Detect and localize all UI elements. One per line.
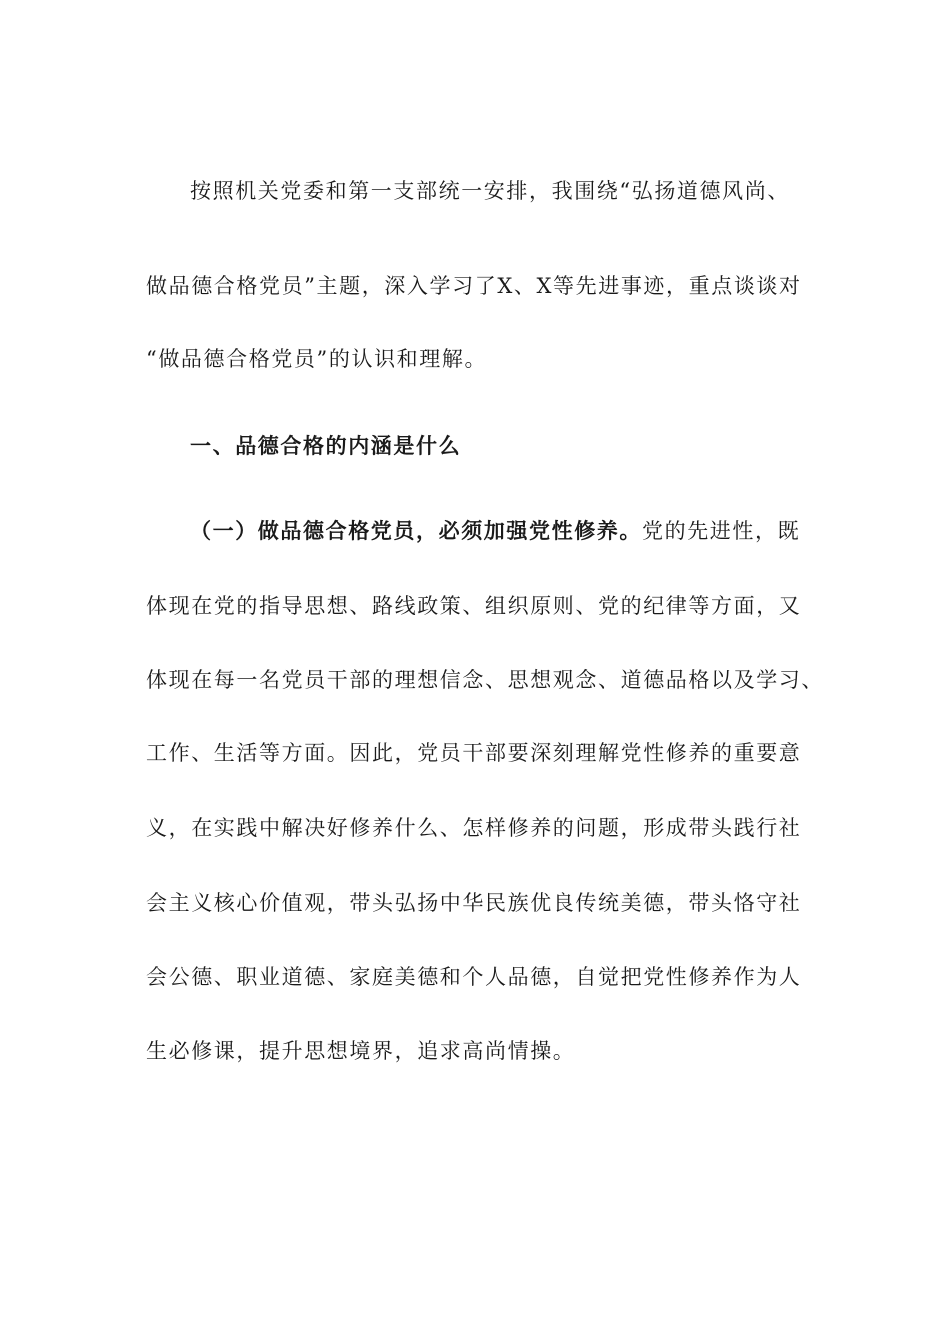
sub1-line-7: 会公德、职业道德、家庭美德和个人品德，自觉把党性修养作为人 (146, 965, 802, 989)
sub1-line-1 (190, 516, 800, 546)
section-heading-1: 一、品德合格的内涵是什么 (190, 433, 462, 458)
sub1-line-4: 工作、生活等方面。因此，党员干部要深刻理解党性修养的重要意 (146, 741, 802, 765)
sub1-bold-lead: （一）做品德合格党员，必须加强党性修养。 (190, 518, 642, 543)
sub1-first-line-rest: 党的先进性，既 (642, 519, 801, 543)
intro-line-3: “做品德合格党员”的认识和理解。 (146, 347, 488, 371)
intro-line-2: 做品德合格党员”主题，深入学习了X、X等先进事迹，重点谈谈对 (146, 274, 802, 298)
sub1-line-6: 会主义核心价值观，带头弘扬中华民族优良传统美德，带头恪守社 (146, 891, 802, 915)
sub1-line-8: 生必修课，提升思想境界，追求高尚情操。 (146, 1039, 576, 1063)
sub1-line-2: 体现在党的指导思想、路线政策、组织原则、党的纪律等方面，又 (146, 594, 802, 618)
sub1-line-3: 体现在每一名党员干部的理想信念、思想观念、道德品格以及学习、 (146, 668, 824, 692)
sub1-line-5: 义，在实践中解决好修养什么、怎样修养的问题，形成带头践行社 (146, 816, 802, 840)
intro-line-1: 按照机关党委和第一支部统一安排，我围绕“弘扬道德风尚、 (190, 179, 790, 203)
